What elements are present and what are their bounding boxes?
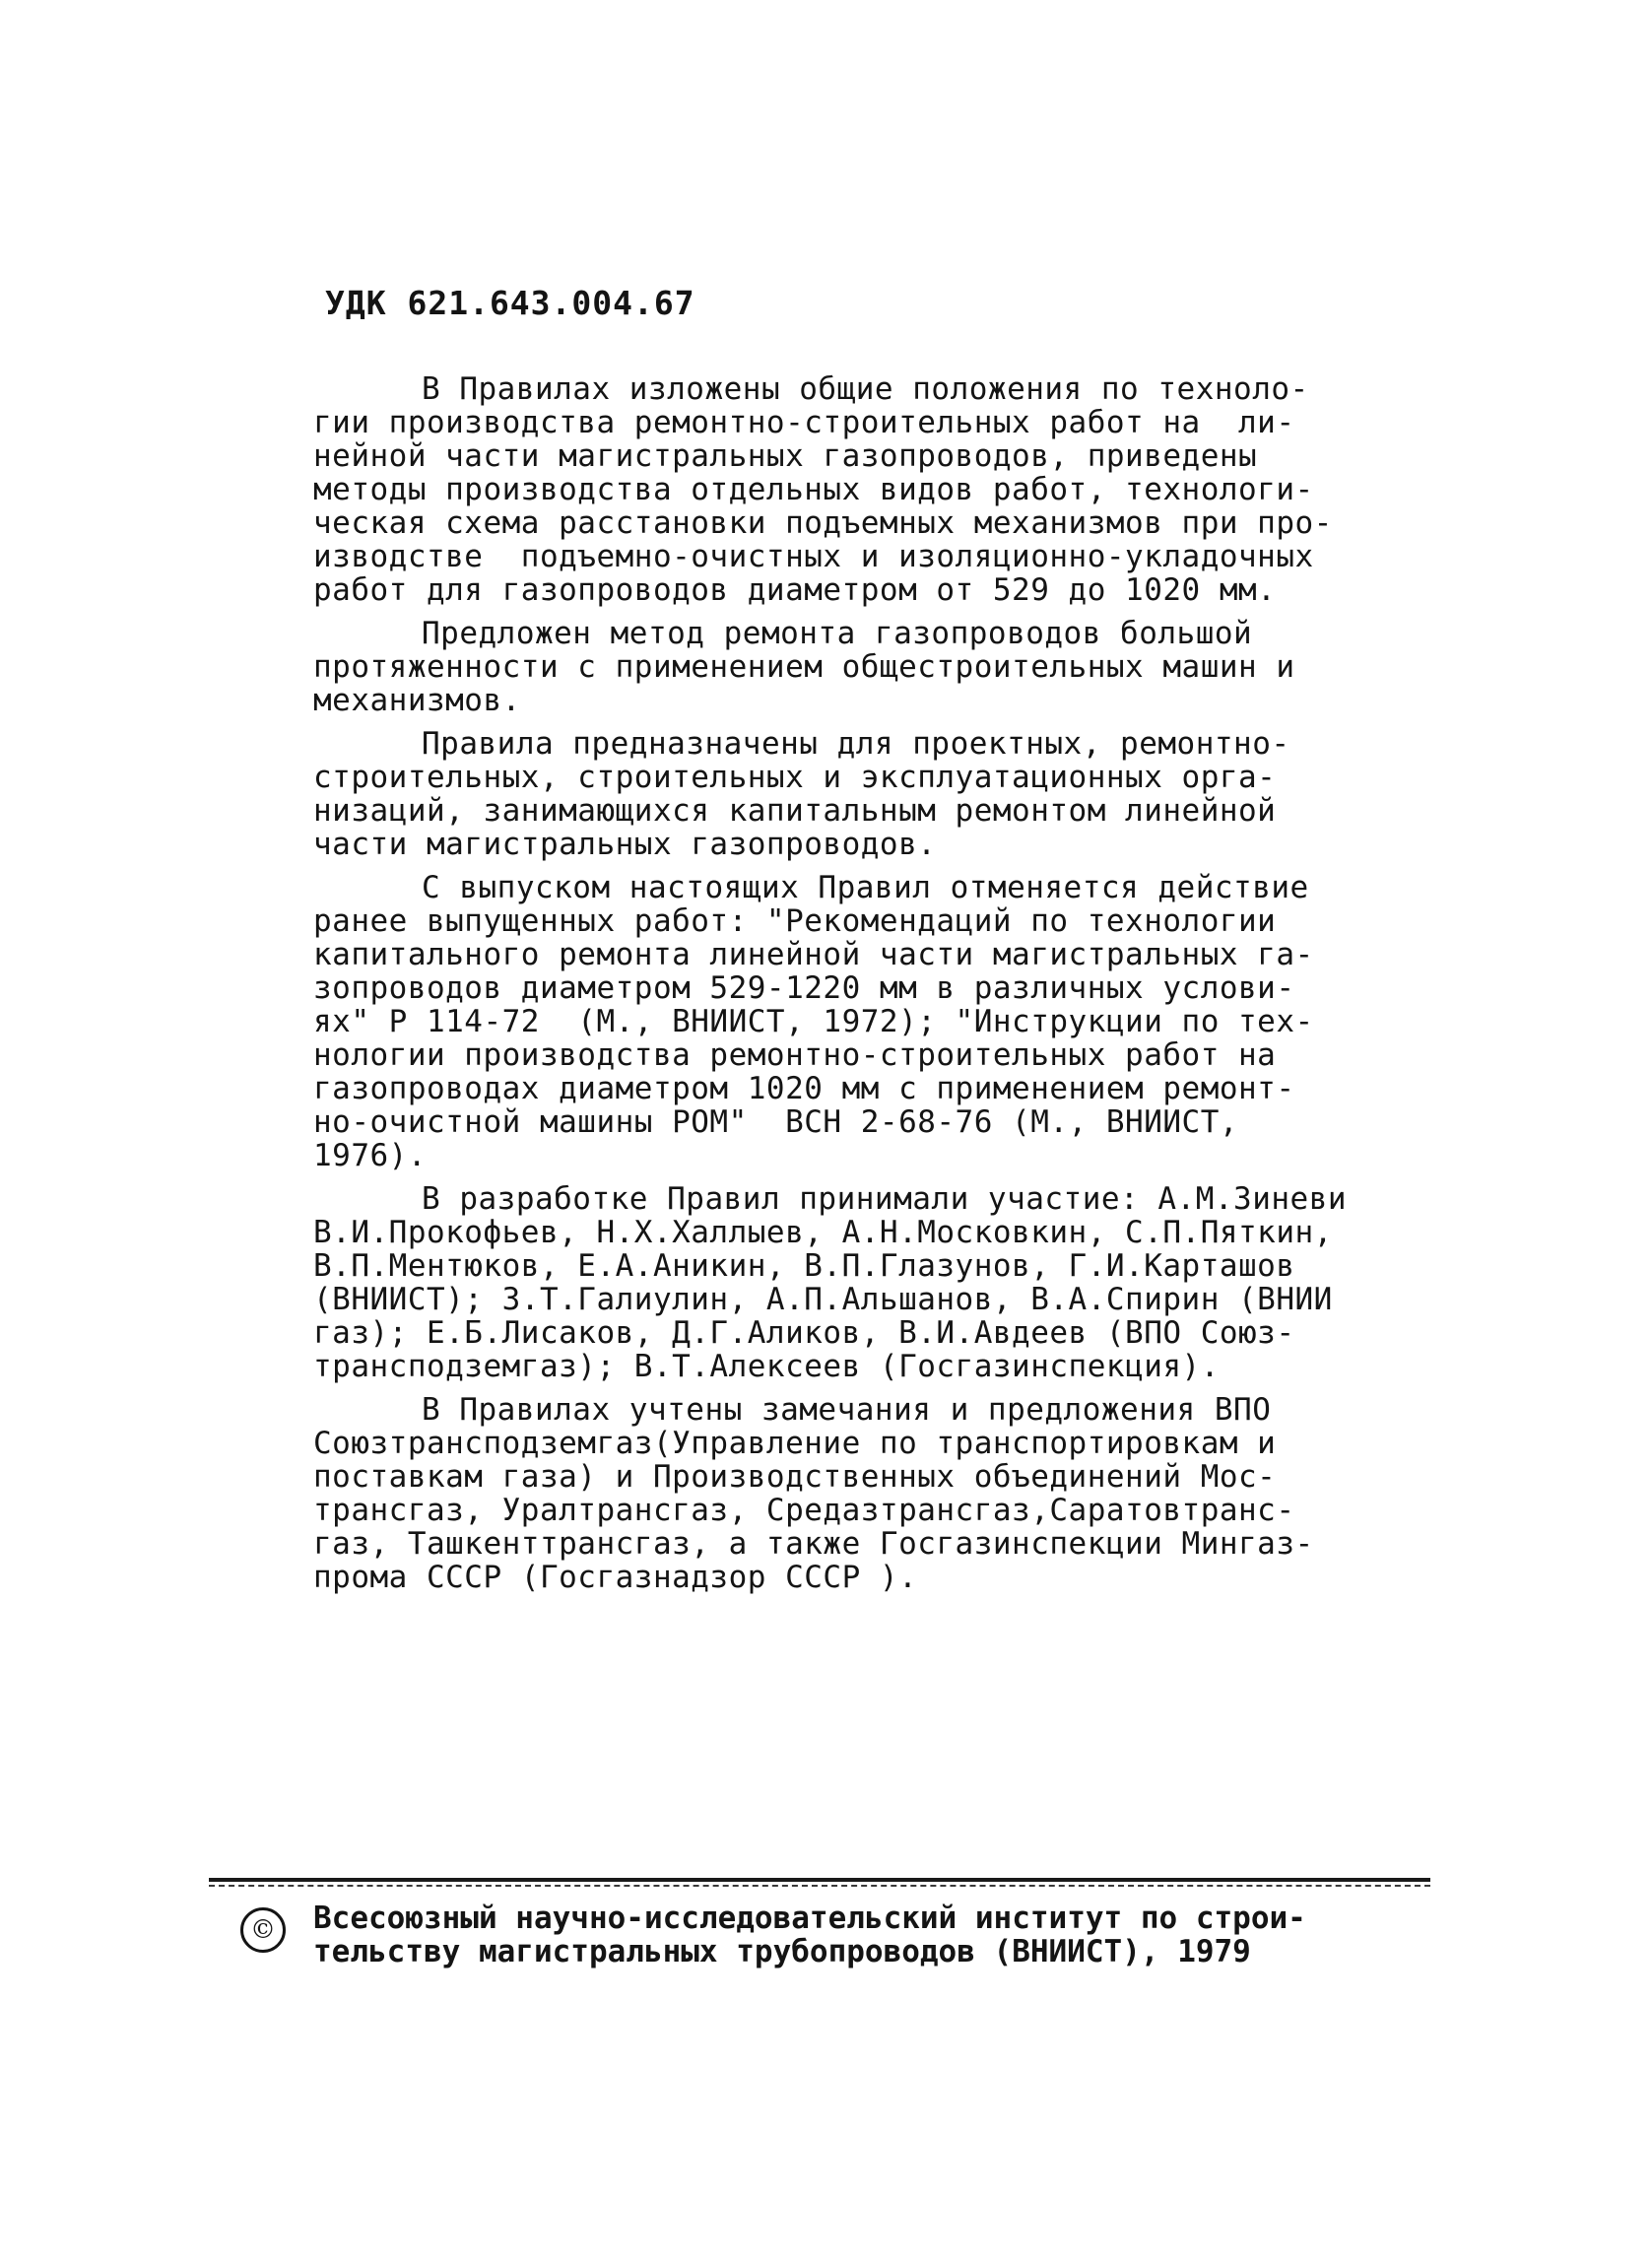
copyright-line: тельству магистральных трубопроводов (ВНИИСТ), 1979 bbox=[313, 1934, 1251, 1969]
text-line: но-очистной машины РОМ" ВСН 2-68-76 (М., ВНИИСТ, bbox=[313, 1104, 1239, 1140]
text-line: газ, Ташкенттрансгаз, а также Госгазинспекции Мингаз- bbox=[313, 1526, 1314, 1562]
text-line: В Правилах изложены общие положения по техноло- bbox=[422, 371, 1309, 407]
abstract-body bbox=[313, 372, 1426, 1604]
paragraph-acknowledgements bbox=[313, 1393, 1426, 1594]
text-line: нологии производства ремонтно-строительных работ на bbox=[313, 1037, 1277, 1073]
footer-divider-secondary bbox=[209, 1885, 1430, 1887]
text-line: ческая схема расстановки подъемных механизмов при про- bbox=[313, 505, 1333, 541]
text-line: ранее выпущенных работ: "Рекомендаций по технологии bbox=[313, 903, 1277, 939]
copyright-icon: © bbox=[240, 1907, 286, 1953]
text-line: В.П.Ментюков, Е.А.Аникин, В.П.Глазунов, Г.И.Карташов bbox=[313, 1248, 1295, 1284]
text-line: капитального ремонта линейной части магистральных га- bbox=[313, 937, 1314, 972]
footer-divider bbox=[209, 1878, 1430, 1882]
text-line: нейной части магистральных газопроводов, приведены bbox=[313, 438, 1258, 474]
copyright-line: Всесоюзный научно-исследовательский институт по строи- bbox=[313, 1901, 1306, 1936]
text-line: изводстве подъемно-очистных и изоляционно-укладочных bbox=[313, 539, 1314, 574]
text-line: протяженности с применением общестроительных машин и bbox=[313, 649, 1295, 685]
paragraph-repair-method bbox=[313, 617, 1426, 717]
text-line: методы производства отдельных видов работ, технологи- bbox=[313, 472, 1314, 507]
text-line: трансподземгаз); В.Т.Алексеев (Госгазинспекция). bbox=[313, 1349, 1220, 1384]
text-line: Правила предназначены для проектных, ремонтно- bbox=[422, 726, 1290, 762]
text-line: трансгаз, Уралтрансгаз, Средазтрансгаз,Саратовтранс- bbox=[313, 1493, 1295, 1528]
text-line: В разработке Правил принимали участие: А.М.Зиневи bbox=[422, 1181, 1348, 1217]
text-line: гии производства ремонтно-строительных работ на ли- bbox=[313, 405, 1295, 440]
text-line: работ для газопроводов диаметром от 529 до 1020 мм. bbox=[313, 572, 1277, 608]
text-line: газ); Е.Б.Лисаков, Д.Г.Аликов, В.И.Авдеев (ВПО Союз- bbox=[313, 1315, 1295, 1351]
paragraph-intended-audience bbox=[313, 727, 1426, 861]
text-line: Союзтрансподземгаз(Управление по транспортировкам и bbox=[313, 1426, 1277, 1461]
text-line: В.И.Прокофьев, Н.Х.Халлыев, А.Н.Московкин, С.П.Пяткин, bbox=[313, 1215, 1333, 1250]
text-line: зопроводов диаметром 529-1220 мм в различных услови- bbox=[313, 970, 1295, 1006]
paragraph-general-provisions bbox=[313, 372, 1426, 607]
text-line: (ВНИИСТ); З.Т.Галиулин, А.П.Альшанов, В.А.Спирин (ВНИИ bbox=[313, 1282, 1333, 1317]
copyright-text bbox=[313, 1901, 1306, 1968]
text-line: поставкам газа) и Производственных объединений Мос- bbox=[313, 1459, 1277, 1495]
text-line: механизмов. bbox=[313, 683, 521, 718]
text-line: низаций, занимающихся капитальным ремонтом линейной bbox=[313, 793, 1277, 829]
paragraph-contributors bbox=[313, 1182, 1426, 1383]
text-line: С выпуском настоящих Правил отменяется действие bbox=[422, 870, 1309, 905]
text-line: 1976). bbox=[313, 1138, 427, 1173]
paragraph-superseded-documents bbox=[313, 871, 1426, 1172]
text-line: Предложен метод ремонта газопроводов большой bbox=[422, 616, 1253, 651]
text-line: строительных, строительных и эксплуатационных орга- bbox=[313, 760, 1277, 795]
text-line: газопроводах диаметром 1020 мм с применением ремонт- bbox=[313, 1071, 1295, 1106]
udc-code: УДК 621.643.004.67 bbox=[325, 284, 695, 322]
text-line: В Правилах учтены замечания и предложения ВПО bbox=[422, 1392, 1272, 1428]
text-line: части магистральных газопроводов. bbox=[313, 827, 937, 862]
text-line: прома СССР (Госгазнадзор СССР ). bbox=[313, 1560, 918, 1595]
text-line: ях" Р 114-72 (М., ВНИИСТ, 1972); "Инструкции по тех- bbox=[313, 1004, 1314, 1039]
